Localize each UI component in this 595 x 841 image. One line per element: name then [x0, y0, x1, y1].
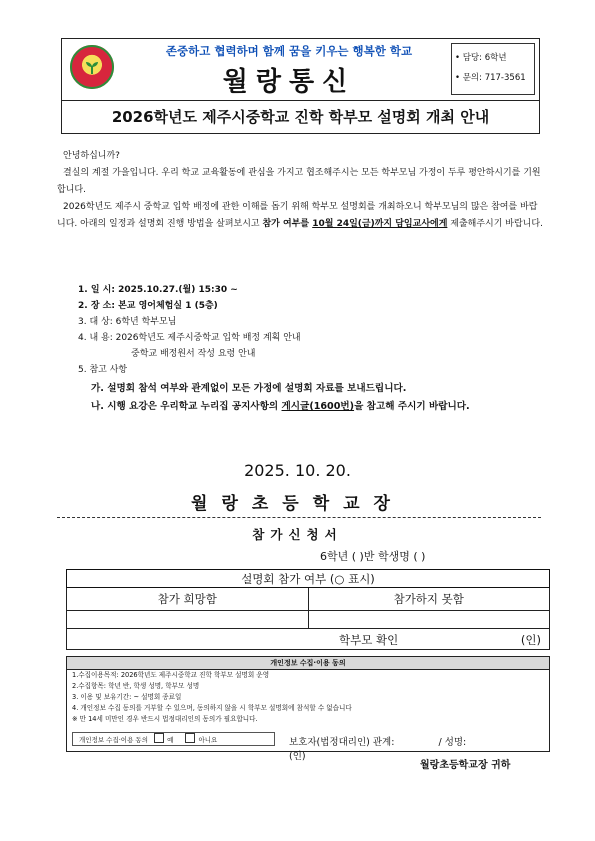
event-location: 2. 장 소: 본교 영어체험실 1 (5층): [78, 301, 218, 311]
reference-title: 5. 참고 사항: [78, 365, 128, 375]
privacy-line: 3. 이용 및 보유기간: ~ 설명회 종료일: [72, 693, 182, 701]
school-emblem-icon: [70, 45, 114, 89]
event-content-2: 중학교 배정원서 작성 요령 안내: [131, 349, 256, 359]
consent-no-checkbox[interactable]: [185, 733, 195, 743]
closing-addressee: 월랑초등학교장 귀하: [420, 760, 511, 771]
privacy-line: 2.수집항목: 학년 반, 학생 성명, 학부모 성명: [72, 682, 200, 690]
consent-yes-label: 예: [167, 736, 174, 744]
contact-line: • 담당: 6학년: [455, 53, 507, 63]
event-content-1: 4. 내 용: 2026학년도 제주시중학교 입학 배정 계획 안내: [78, 333, 301, 343]
cut-line: [57, 517, 541, 518]
guardian-name-label: / 성명:: [438, 737, 467, 748]
event-audience: 3. 대 상: 6학년 학부모님: [78, 317, 177, 327]
privacy-line: 1.수집이용목적: 2026학년도 제주시중학교 진학 학부모 설명회 운영: [72, 671, 270, 679]
student-info-line: 6학년 ( )반 학생명 ( ): [320, 550, 426, 563]
consent-yes-checkbox[interactable]: [154, 733, 164, 743]
attend-mark-cell[interactable]: [67, 611, 309, 629]
newsletter-title: 월랑통신: [222, 67, 356, 97]
intro-paragraph-2: 2026학년도 제주시 중학교 입학 배정에 관한 이해를 돕기 위해 학부모 설명회를 개최하오니 학부모님의 많은 참여를 바랍니다. 아래의 일정과 설명회 진행 방법을 살펴보시고 참가 여부를 10월 24일(금)까지 담임교사에게 제출해주시기 바랍니다.: [57, 202, 543, 229]
reference-b: 나. 시행 요강은 우리학교 누리집 공지사항의 게시글(1600번)을 참고해 주시기 바랍니다.: [91, 401, 470, 412]
principal-signature: 월랑초등학교장: [191, 494, 404, 514]
newsletter-header: [61, 38, 540, 101]
parent-seal-mark: (인): [520, 633, 541, 647]
school-slogan: 존중하고 협력하며 함께 꿈을 키우는 행복한 학교: [165, 44, 413, 58]
contact-info-box: [451, 43, 535, 95]
issue-date: 2025. 10. 20.: [244, 461, 351, 480]
consent-checkbox-group: [72, 732, 275, 746]
parent-confirm-label: 학부모 확인: [339, 633, 399, 647]
greeting: 안녕하십니까?: [63, 151, 120, 161]
intro-paragraph-1: 결실의 계절 가을입니다. 우리 학교 교육활동에 관심을 가지고 협조해주시는 모든 학부모님 가정이 두루 평안하시기를 기원합니다.: [57, 168, 541, 195]
privacy-line: 4. 개인정보 수집 동의를 거부할 수 있으며, 동의하지 않을 시 학부모 설명회에 참석할 수 없습니다: [72, 704, 352, 712]
guardian-relation-label: 보호자(법정대리인) 관계:: [289, 737, 395, 748]
option-attend: 참가 희망함: [67, 588, 309, 611]
guardian-seal-mark: (인): [289, 751, 306, 762]
reference-a: 가. 설명회 참석 여부와 관계없이 모든 가정에 설명회 자료를 보내드립니다.: [91, 383, 407, 394]
parent-confirm-row[interactable]: [67, 629, 550, 650]
not-attend-mark-cell[interactable]: [308, 611, 550, 629]
attendance-table: [66, 569, 550, 650]
consent-label: 개인정보 수집·이용 동의: [79, 736, 148, 744]
contact-line: • 문의: 717-3561: [455, 73, 526, 83]
privacy-line: ※ 만 14세 미만인 경우 반드시 법정대리인의 동의가 필요합니다.: [72, 715, 258, 723]
privacy-heading: 개인정보 수집·이용 동의: [67, 657, 549, 670]
event-datetime: 1. 일 시: 2025.10.27.(월) 15:30 ~: [78, 285, 238, 295]
application-title: 참가신청서: [252, 527, 343, 542]
attendance-table-header: 설명회 참가 여부 (○ 표시): [67, 570, 550, 588]
document-subject: 2026학년도 제주시중학교 진학 학부모 설명회 개최 안내: [61, 101, 540, 134]
option-not-attend: 참가하지 못함: [308, 588, 550, 611]
privacy-consent-box: [66, 656, 550, 762]
consent-no-label: 아니요: [198, 736, 218, 744]
